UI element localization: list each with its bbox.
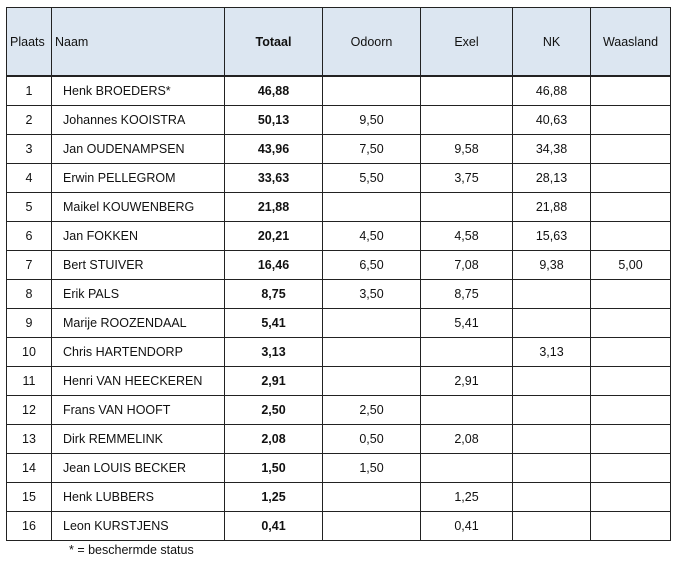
cell-waasland [591, 309, 671, 338]
cell-totaal: 2,91 [225, 367, 323, 396]
standings-table [6, 7, 671, 541]
header-exel: Exel [421, 8, 513, 77]
cell-naam: Henk LUBBERS [52, 483, 225, 512]
cell-naam: Jan FOKKEN [52, 222, 225, 251]
cell-totaal: 33,63 [225, 164, 323, 193]
cell-plaats: 9 [7, 309, 52, 338]
cell-nk: 34,38 [513, 135, 591, 164]
table-row [7, 483, 671, 512]
cell-waasland [591, 222, 671, 251]
cell-exel: 7,08 [421, 251, 513, 280]
cell-exel: 8,75 [421, 280, 513, 309]
cell-odoorn [323, 512, 421, 541]
table-row [7, 251, 671, 280]
cell-waasland [591, 483, 671, 512]
cell-totaal: 21,88 [225, 193, 323, 222]
cell-waasland [591, 425, 671, 454]
cell-odoorn: 4,50 [323, 222, 421, 251]
table-row [7, 367, 671, 396]
cell-nk [513, 396, 591, 425]
cell-nk: 3,13 [513, 338, 591, 367]
cell-waasland [591, 76, 671, 106]
cell-odoorn: 5,50 [323, 164, 421, 193]
cell-waasland [591, 338, 671, 367]
table-body [7, 76, 671, 541]
table-row [7, 193, 671, 222]
cell-waasland [591, 367, 671, 396]
table-row [7, 280, 671, 309]
cell-odoorn: 1,50 [323, 454, 421, 483]
cell-naam: Dirk REMMELINK [52, 425, 225, 454]
cell-naam: Henri VAN HEECKEREN [52, 367, 225, 396]
cell-plaats: 4 [7, 164, 52, 193]
cell-nk: 21,88 [513, 193, 591, 222]
cell-plaats: 10 [7, 338, 52, 367]
cell-nk: 15,63 [513, 222, 591, 251]
cell-naam: Jean LOUIS BECKER [52, 454, 225, 483]
cell-odoorn: 2,50 [323, 396, 421, 425]
cell-naam: Erik PALS [52, 280, 225, 309]
cell-nk: 9,38 [513, 251, 591, 280]
header-odoorn: Odoorn [323, 8, 421, 77]
cell-totaal: 3,13 [225, 338, 323, 367]
cell-naam: Bert STUIVER [52, 251, 225, 280]
table-row [7, 454, 671, 483]
cell-plaats: 6 [7, 222, 52, 251]
cell-waasland [591, 512, 671, 541]
cell-waasland [591, 106, 671, 135]
cell-waasland [591, 193, 671, 222]
cell-plaats: 7 [7, 251, 52, 280]
cell-odoorn [323, 76, 421, 106]
cell-plaats: 8 [7, 280, 52, 309]
cell-waasland [591, 454, 671, 483]
cell-naam: Johannes KOOISTRA [52, 106, 225, 135]
cell-exel [421, 396, 513, 425]
cell-exel: 1,25 [421, 483, 513, 512]
cell-nk [513, 483, 591, 512]
table-row [7, 222, 671, 251]
cell-totaal: 2,50 [225, 396, 323, 425]
cell-exel [421, 76, 513, 106]
cell-waasland [591, 396, 671, 425]
table-row [7, 309, 671, 338]
cell-exel [421, 106, 513, 135]
cell-nk: 28,13 [513, 164, 591, 193]
cell-naam: Henk BROEDERS* [52, 76, 225, 106]
cell-waasland: 5,00 [591, 251, 671, 280]
cell-naam: Erwin PELLEGROM [52, 164, 225, 193]
cell-totaal: 50,13 [225, 106, 323, 135]
cell-odoorn [323, 309, 421, 338]
table-row [7, 106, 671, 135]
cell-totaal: 20,21 [225, 222, 323, 251]
cell-nk: 40,63 [513, 106, 591, 135]
cell-odoorn [323, 338, 421, 367]
cell-totaal: 2,08 [225, 425, 323, 454]
cell-naam: Chris HARTENDORP [52, 338, 225, 367]
cell-totaal: 46,88 [225, 76, 323, 106]
cell-odoorn: 0,50 [323, 425, 421, 454]
cell-odoorn: 9,50 [323, 106, 421, 135]
cell-nk [513, 367, 591, 396]
cell-exel: 4,58 [421, 222, 513, 251]
header-plaats: Plaats [7, 8, 52, 77]
cell-odoorn [323, 483, 421, 512]
cell-exel: 0,41 [421, 512, 513, 541]
table-row [7, 338, 671, 367]
cell-totaal: 5,41 [225, 309, 323, 338]
table-row [7, 396, 671, 425]
cell-plaats: 14 [7, 454, 52, 483]
cell-totaal: 43,96 [225, 135, 323, 164]
cell-exel: 2,91 [421, 367, 513, 396]
table-header [7, 8, 671, 77]
cell-naam: Leon KURSTJENS [52, 512, 225, 541]
cell-totaal: 0,41 [225, 512, 323, 541]
cell-plaats: 11 [7, 367, 52, 396]
cell-totaal: 8,75 [225, 280, 323, 309]
cell-odoorn: 7,50 [323, 135, 421, 164]
cell-naam: Jan OUDENAMPSEN [52, 135, 225, 164]
cell-plaats: 1 [7, 76, 52, 106]
cell-nk [513, 425, 591, 454]
cell-exel: 2,08 [421, 425, 513, 454]
cell-nk [513, 454, 591, 483]
cell-nk [513, 512, 591, 541]
cell-waasland [591, 135, 671, 164]
cell-totaal: 16,46 [225, 251, 323, 280]
table-row [7, 76, 671, 106]
cell-plaats: 15 [7, 483, 52, 512]
cell-waasland [591, 164, 671, 193]
cell-plaats: 13 [7, 425, 52, 454]
cell-plaats: 16 [7, 512, 52, 541]
cell-naam: Frans VAN HOOFT [52, 396, 225, 425]
cell-nk [513, 309, 591, 338]
table-row [7, 425, 671, 454]
cell-plaats: 3 [7, 135, 52, 164]
header-nk: NK [513, 8, 591, 77]
cell-plaats: 12 [7, 396, 52, 425]
cell-exel: 9,58 [421, 135, 513, 164]
cell-exel [421, 338, 513, 367]
cell-odoorn [323, 367, 421, 396]
cell-odoorn [323, 193, 421, 222]
cell-exel: 5,41 [421, 309, 513, 338]
cell-exel [421, 193, 513, 222]
cell-nk: 46,88 [513, 76, 591, 106]
cell-waasland [591, 280, 671, 309]
header-waasland: Waasland [591, 8, 671, 77]
header-row [7, 8, 671, 77]
header-totaal: Totaal [225, 8, 323, 77]
cell-naam: Maikel KOUWENBERG [52, 193, 225, 222]
cell-odoorn: 3,50 [323, 280, 421, 309]
cell-totaal: 1,25 [225, 483, 323, 512]
table-row [7, 135, 671, 164]
table-row [7, 164, 671, 193]
header-naam: Naam [52, 8, 225, 77]
cell-naam: Marije ROOZENDAAL [52, 309, 225, 338]
cell-plaats: 5 [7, 193, 52, 222]
table-row [7, 512, 671, 541]
cell-plaats: 2 [7, 106, 52, 135]
cell-exel: 3,75 [421, 164, 513, 193]
cell-exel [421, 454, 513, 483]
cell-nk [513, 280, 591, 309]
cell-totaal: 1,50 [225, 454, 323, 483]
footnote: * = beschermde status [69, 543, 194, 557]
cell-odoorn: 6,50 [323, 251, 421, 280]
